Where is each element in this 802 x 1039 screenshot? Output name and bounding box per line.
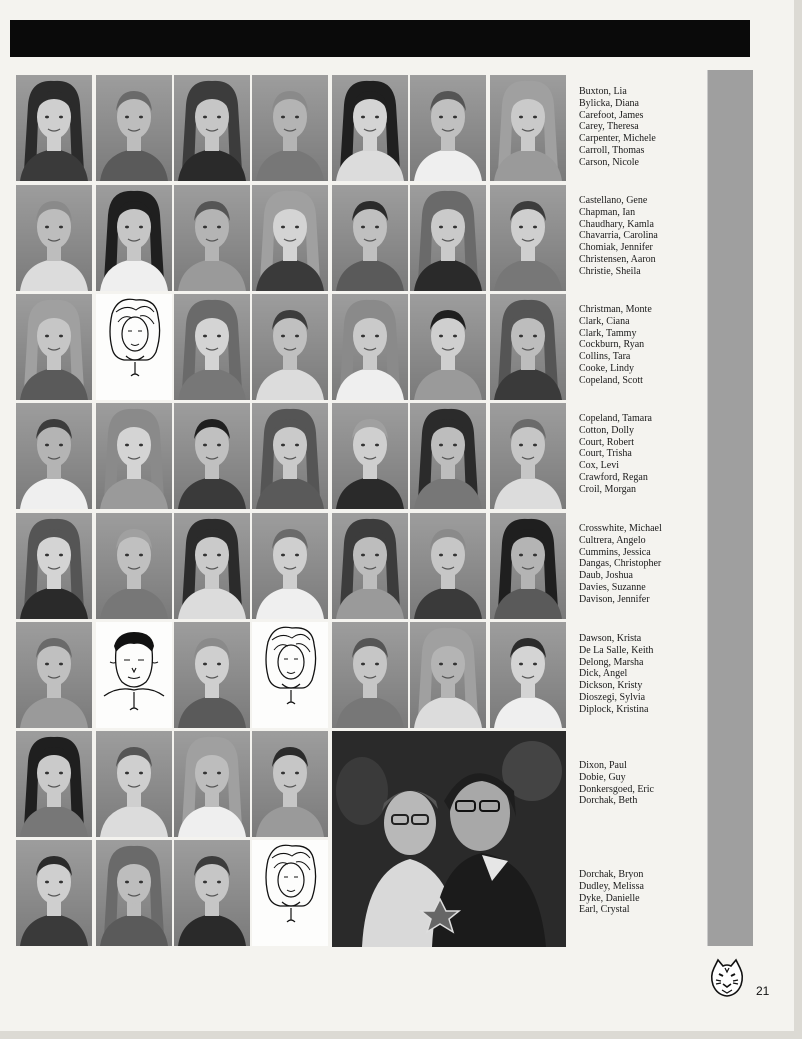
student-name: Dick, Angel bbox=[579, 668, 628, 680]
student-name: Dudley, Melissa bbox=[579, 880, 644, 892]
name-list bbox=[579, 304, 699, 387]
student-name: Dyke, Danielle bbox=[579, 892, 640, 904]
student-name: Davies, Suzanne bbox=[579, 581, 646, 593]
student-name: Chapman, Ian bbox=[579, 206, 636, 218]
student-name: Davison, Jennifer bbox=[579, 593, 650, 605]
student-portrait bbox=[410, 622, 486, 728]
student-name: Diplock, Kristina bbox=[579, 703, 649, 715]
student-name: Delong, Marsha bbox=[579, 656, 644, 668]
student-portrait bbox=[410, 403, 486, 509]
tiger-head-icon bbox=[708, 958, 746, 998]
student-portrait bbox=[96, 840, 172, 946]
student-name: Court, Robert bbox=[579, 436, 634, 448]
student-name: Dawson, Krista bbox=[579, 633, 642, 644]
student-name: Chomiak, Jennifer bbox=[579, 242, 653, 254]
student-portrait bbox=[252, 75, 328, 181]
student-portrait bbox=[174, 513, 250, 619]
student-portrait bbox=[16, 75, 92, 181]
student-portrait bbox=[252, 294, 328, 400]
student-portrait bbox=[252, 185, 328, 291]
student-name: Copeland, Tamara bbox=[579, 413, 652, 424]
student-name: Christie, Sheila bbox=[579, 265, 641, 277]
student-name: Court, Trisha bbox=[579, 448, 632, 460]
student-portrait bbox=[490, 622, 566, 728]
student-name: Cotton, Dolly bbox=[579, 424, 635, 436]
student-portrait bbox=[16, 185, 92, 291]
student-name: Carefoot, James bbox=[579, 109, 644, 121]
student-name: Clark, Ciana bbox=[579, 315, 630, 327]
student-name: Chaudhary, Kamla bbox=[579, 218, 654, 230]
student-portrait bbox=[332, 622, 408, 728]
student-name: Bylicka, Diana bbox=[579, 97, 639, 109]
page-number: 21 bbox=[756, 984, 770, 998]
student-name: Clark, Tammy bbox=[579, 327, 637, 339]
student-name: Crosswhite, Michael bbox=[579, 523, 662, 534]
sketch-girl-drawing bbox=[96, 294, 172, 400]
student-portrait bbox=[252, 731, 328, 837]
student-name: Dobie, Guy bbox=[579, 771, 626, 783]
student-name: Cultrera, Angelo bbox=[579, 534, 646, 546]
student-portrait bbox=[174, 840, 250, 946]
student-name: Carroll, Thomas bbox=[579, 144, 645, 156]
name-list bbox=[579, 413, 699, 496]
student-portrait bbox=[410, 185, 486, 291]
student-portrait bbox=[174, 294, 250, 400]
student-portrait bbox=[174, 185, 250, 291]
student-portrait bbox=[332, 294, 408, 400]
sketch-girl-drawing bbox=[252, 840, 328, 946]
student-name: Carey, Theresa bbox=[579, 121, 639, 133]
student-name: Dioszegi, Sylvia bbox=[579, 691, 646, 703]
student-name: Christman, Monte bbox=[579, 304, 652, 315]
student-name: Donkersgoed, Eric bbox=[579, 783, 654, 795]
header-bar bbox=[10, 20, 750, 57]
student-portrait bbox=[96, 731, 172, 837]
student-name: Dickson, Kristy bbox=[579, 680, 643, 692]
student-portrait bbox=[490, 75, 566, 181]
group-photo bbox=[332, 731, 566, 947]
student-portrait bbox=[16, 840, 92, 946]
student-portrait bbox=[332, 185, 408, 291]
student-portrait bbox=[16, 622, 92, 728]
candid-group-photo-icon bbox=[332, 731, 566, 947]
student-portrait bbox=[332, 403, 408, 509]
student-portrait bbox=[252, 513, 328, 619]
student-portrait bbox=[174, 731, 250, 837]
student-portrait bbox=[16, 513, 92, 619]
name-list bbox=[579, 195, 699, 278]
student-portrait bbox=[410, 75, 486, 181]
name-list bbox=[579, 633, 699, 716]
student-portrait bbox=[16, 731, 92, 837]
student-portrait bbox=[16, 294, 92, 400]
student-name: Cooke, Lindy bbox=[579, 362, 634, 374]
student-name: Chavarria, Carolina bbox=[579, 230, 658, 242]
student-portrait bbox=[490, 513, 566, 619]
student-portrait bbox=[332, 75, 408, 181]
name-list bbox=[579, 523, 699, 606]
student-name: Carson, Nicole bbox=[579, 156, 639, 168]
student-portrait bbox=[96, 513, 172, 619]
student-portrait bbox=[332, 513, 408, 619]
student-portrait bbox=[174, 622, 250, 728]
student-name: Cockburn, Ryan bbox=[579, 339, 645, 351]
student-name: Christensen, Aaron bbox=[579, 253, 656, 265]
student-name: Dangas, Christopher bbox=[579, 558, 662, 570]
student-name: Crawford, Regan bbox=[579, 471, 648, 483]
student-portrait bbox=[174, 75, 250, 181]
student-name: Castellano, Gene bbox=[579, 195, 648, 206]
side-bar bbox=[707, 70, 753, 946]
student-portrait bbox=[490, 403, 566, 509]
sketch-boy-drawing bbox=[96, 622, 172, 728]
student-name: Dorchak, Beth bbox=[579, 795, 638, 807]
student-portrait bbox=[96, 75, 172, 181]
student-portrait bbox=[16, 403, 92, 509]
name-list bbox=[579, 760, 699, 807]
student-portrait bbox=[174, 403, 250, 509]
name-list bbox=[579, 86, 699, 169]
student-portrait bbox=[490, 185, 566, 291]
student-name: Dixon, Paul bbox=[579, 760, 627, 771]
student-name: Daub, Joshua bbox=[579, 570, 633, 582]
name-list bbox=[579, 869, 699, 916]
student-name: Croil, Morgan bbox=[579, 483, 637, 495]
student-portrait bbox=[96, 403, 172, 509]
student-portrait bbox=[410, 513, 486, 619]
student-portrait bbox=[252, 403, 328, 509]
student-name: Earl, Crystal bbox=[579, 904, 630, 916]
sketch-girl-drawing bbox=[252, 622, 328, 728]
student-name: Copeland, Scott bbox=[579, 374, 643, 386]
student-name: Collins, Tara bbox=[579, 351, 631, 363]
student-name: Buxton, Lia bbox=[579, 86, 627, 97]
student-portrait bbox=[490, 294, 566, 400]
student-name: De La Salle, Keith bbox=[579, 644, 654, 656]
student-portrait bbox=[96, 185, 172, 291]
student-name: Cummins, Jessica bbox=[579, 546, 651, 558]
student-portrait bbox=[410, 294, 486, 400]
student-name: Cox, Levi bbox=[579, 460, 619, 472]
student-name: Carpenter, Michele bbox=[579, 133, 656, 145]
student-name: Dorchak, Bryon bbox=[579, 869, 644, 880]
